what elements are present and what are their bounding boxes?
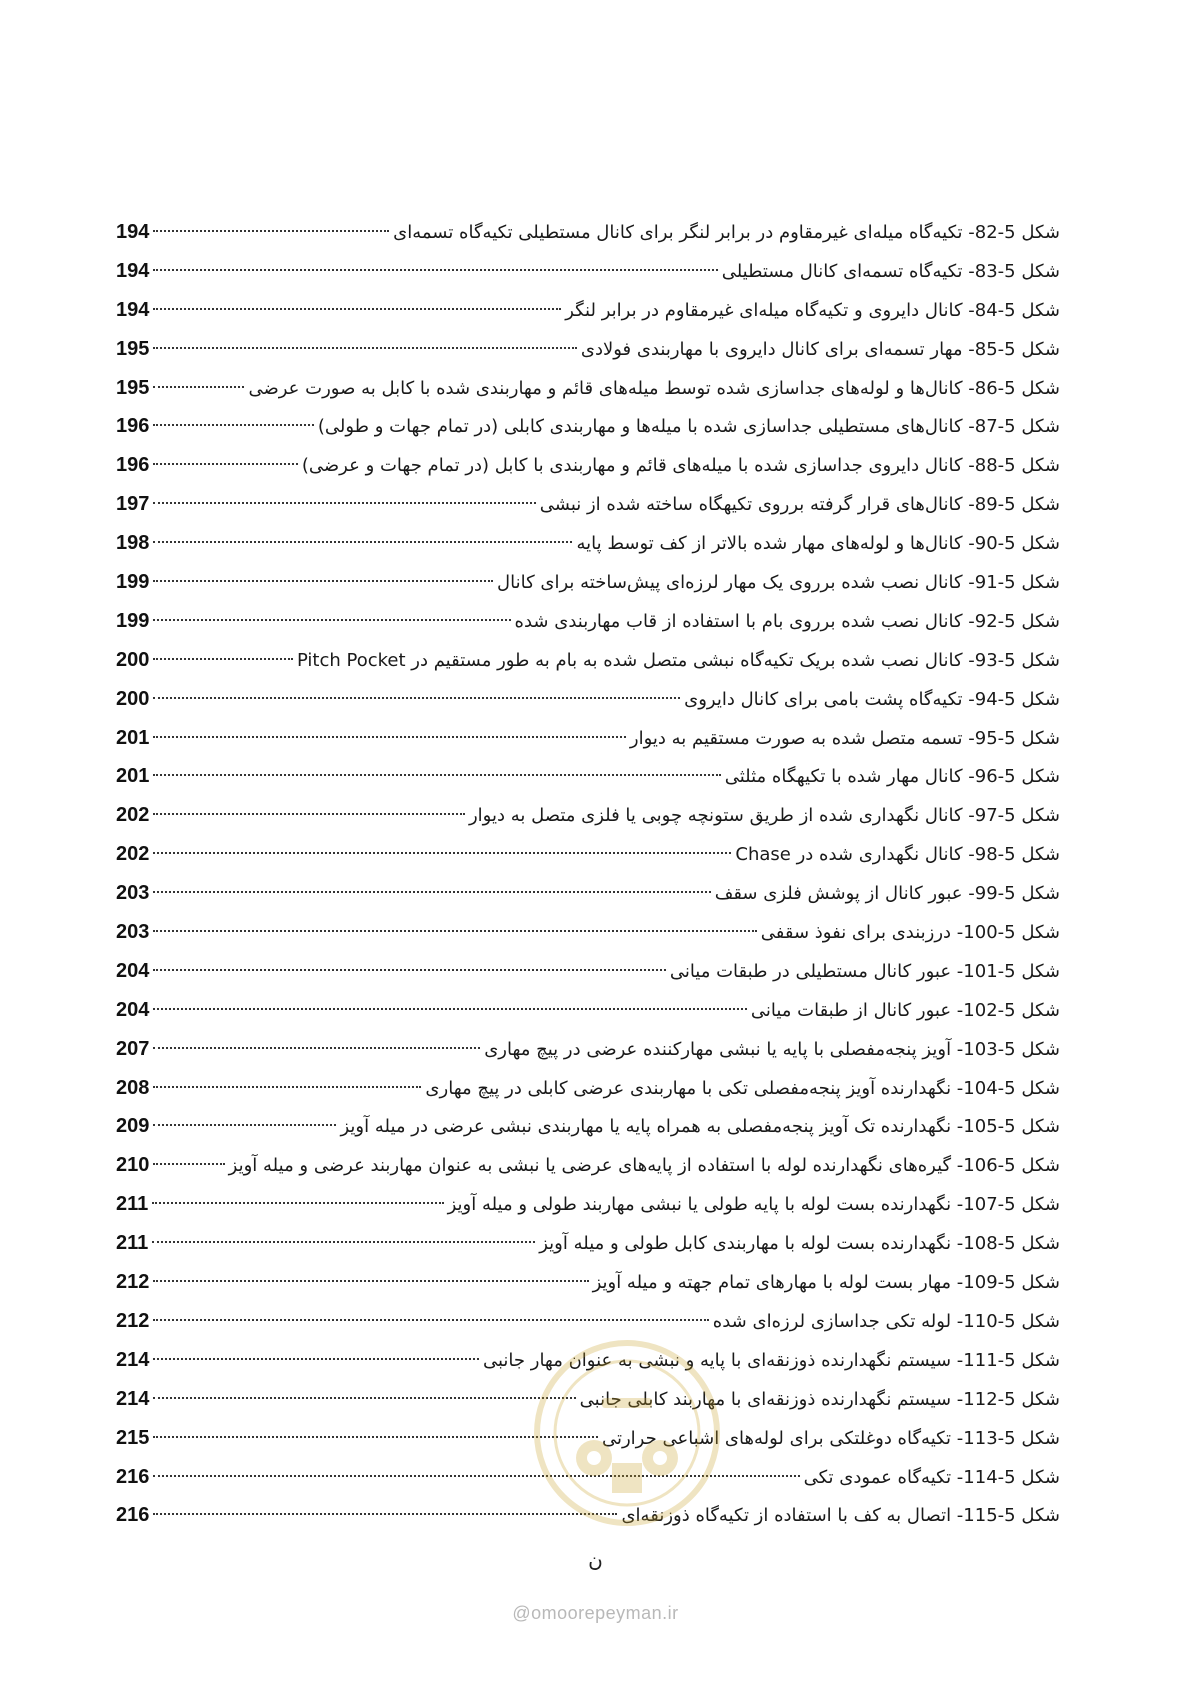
toc-entry[interactable] [116,1069,1060,1108]
toc-entry[interactable] [116,1302,1060,1341]
toc-entry-label: شکل 5-103- آویز پنجه‌مفصلی با پایه یا نبشی مهارکننده عرضی در پیچ مهاری [484,1038,1060,1060]
toc-leader-dots [153,891,710,893]
toc-entry[interactable] [116,757,1060,796]
toc-leader-dots [153,969,665,971]
toc-leader-dots [153,619,510,621]
toc-entry-page: 208 [116,1076,150,1099]
toc-entry-label: شکل 5-100- درزبندی برای نفوذ سقفی [760,922,1060,944]
page-number: ن [588,1548,603,1572]
toc-leader-dots [153,347,577,349]
toc-entry-label: شکل 5-96- کانال مهار شده با تکیهگاه مثلثی [724,766,1060,788]
toc-entry-page: 196 [116,415,150,438]
toc-entry-page: 197 [116,493,150,516]
toc-entry[interactable] [116,1146,1060,1185]
toc-entry-label: شکل 5-87- کانال‌های مستطیلی جداسازی شده با میله‌ها و مهاربندی کابلی (در تمام جهات و طولی) [317,416,1060,438]
toc-entry-page: 209 [116,1115,150,1138]
toc-entry-page: 207 [116,1037,150,1060]
toc-leader-dots [153,1397,575,1399]
toc-entry[interactable] [116,1263,1060,1302]
toc-entry[interactable] [116,719,1060,758]
toc-entry[interactable] [116,991,1060,1030]
toc-entry-label: شکل 5-95- تسمه متصل شده به صورت مستقیم به دیوار [629,727,1060,749]
toc-entry[interactable] [116,524,1060,563]
toc-entry-label: شکل 5-82- تکیه‌گاه میله‌ای غیرمقاوم در برابر لنگر برای کانال مستطیلی تکیه‌گاه تسمه‌ای [393,222,1060,243]
toc-leader-dots [153,1047,480,1049]
toc-entry-page: 211 [116,1193,149,1216]
toc-entry-page: 196 [116,454,150,477]
toc-leader-dots [153,386,244,388]
toc-entry-label: شکل 5-90- کانال‌ها و لوله‌های مهار شده بالاتر از کف توسط پایه [576,533,1060,555]
toc-leader-dots [153,1124,336,1126]
toc-entry-page: 212 [116,1271,150,1294]
toc-entry-label: شکل 5-102- عبور کانال از طبقات میانی [750,999,1060,1021]
toc-entry-label: شکل 5-101- عبور کانال مستطیلی در طبقات میانی [669,960,1060,982]
toc-leader-dots [153,424,313,426]
toc-entry-page: 214 [116,1387,150,1410]
toc-entry[interactable] [116,913,1060,952]
toc-entry-label: شکل 5-110- لوله تکی جداسازی لرزه‌ای شده [712,1310,1060,1332]
toc-leader-dots [153,774,720,776]
toc-entry-label: شکل 5-104- نگهدارنده آویز پنجه‌مفصلی تکی با مهاربندی عرضی کابلی در پیچ مهاری [425,1077,1060,1099]
toc-entry[interactable] [116,563,1060,602]
toc-leader-dots [152,1202,443,1204]
toc-entry-page: 215 [116,1426,150,1449]
toc-leader-dots [153,658,293,660]
toc-entry[interactable] [116,1380,1060,1419]
toc-leader-dots [153,697,680,699]
toc-entry[interactable] [116,1419,1060,1458]
toc-entry-page: 195 [116,337,150,360]
toc-entry-label: شکل 5-84- کانال دایروی و تکیه‌گاه میله‌ای غیرمقاوم در برابر لنگر [565,299,1060,321]
toc-entry-label: شکل 5-108- نگهدارنده بست لوله با مهاربندی کابل طولی و میله آویز [539,1233,1060,1255]
toc-entry-label: شکل 5-107- نگهدارنده بست لوله با پایه طولی یا نبشی مهاربند طولی و میله آویز [447,1194,1060,1216]
toc-leader-dots [153,269,717,271]
toc-entry-label: شکل 5-97- کانال نگهداری شده از طریق ستونچه چوبی یا فلزی متصل به دیوار [468,805,1060,827]
toc-entry[interactable] [116,446,1060,485]
toc-entry-page: 200 [116,648,150,671]
toc-leader-dots [152,1241,535,1243]
watermark-url: @omoorepeyman.ir [512,1603,679,1623]
toc-entry-page: 203 [116,882,150,905]
toc-entry-page: 201 [116,765,150,788]
toc-leader-dots [153,736,626,738]
toc-leader-dots [153,1475,799,1477]
toc-entry-label: شکل 5-85- مهار تسمه‌ای برای کانال دایروی با مهاربندی فولادی [580,338,1060,360]
toc-entry-page: 199 [116,609,150,632]
toc-entry-label: شکل 5-89- کانال‌های قرار گرفته برروی تکیهگاه ساخته شده از نبشی [539,494,1060,516]
toc-entry[interactable] [116,1107,1060,1146]
toc-leader-dots [153,930,756,932]
toc-entry[interactable] [116,835,1060,874]
toc-entry-label: شکل 5-83- تکیه‌گاه تسمه‌ای کانال مستطیلی [721,260,1060,282]
toc-entry-page: 210 [116,1154,150,1177]
toc-entry-page: 204 [116,998,150,1021]
toc-entry[interactable] [116,291,1060,330]
toc-leader-dots [153,1163,224,1165]
toc-entry-label: شکل 5-93- کانال نصب شده بریک تکیه‌گاه نبشی متصل شده به بام به طور مستقیم در Pitch Pocket [296,649,1060,671]
toc-entry-page: 211 [116,1232,149,1255]
toc-leader-dots [153,580,493,582]
toc-entry[interactable] [116,1030,1060,1069]
toc-entry-page: 212 [116,1309,150,1332]
toc-entry-page: 216 [116,1465,150,1488]
toc-entry-label: شکل 5-88- کانال دایروی جداسازی شده با میله‌های قائم و مهاربندی با کابل (در تمام جهات و عرضی) [301,455,1060,477]
toc-entry-page: 202 [116,843,150,866]
toc-entry[interactable] [116,485,1060,524]
toc-entry[interactable] [116,1341,1060,1380]
toc-entry-page: 195 [116,376,150,399]
toc-entry-page: 200 [116,687,150,710]
toc-entry[interactable] [116,874,1060,913]
toc-entry-label: شکل 5-91- کانال نصب شده برروی یک مهار لرزه‌ای پیش‌ساخته برای کانال [497,572,1060,594]
toc-entry-label: شکل 5-98- کانال نگهداری شده در Chase [735,844,1060,866]
toc-entry-label: شکل 5-113- تکیه‌گاه دوغلتکی برای لوله‌های اشباعی حرارتی [601,1427,1060,1449]
toc-entry[interactable] [116,252,1060,291]
toc-entry[interactable] [116,1224,1060,1263]
toc-leader-dots [153,1086,421,1088]
toc-leader-dots [153,230,389,232]
toc-entry[interactable] [116,1458,1060,1497]
toc-entry-page: 201 [116,726,150,749]
toc-leader-dots [153,852,731,854]
toc-leader-dots [153,1319,708,1321]
toc-leader-dots [153,308,561,310]
toc-entry-label: شکل 5-114- تکیه‌گاه عمودی تکی [803,1466,1060,1488]
toc-entry-page: 203 [116,921,150,944]
toc-leader-dots [153,463,297,465]
toc-entry-page: 194 [116,259,150,282]
toc-entry-label: شکل 5-112- سیستم نگهدارنده ذوزنقه‌ای با مهاربند کابلی جانبی [579,1388,1060,1410]
toc-leader-dots [153,1436,598,1438]
toc-entry[interactable] [116,796,1060,835]
toc-entry-label: شکل 5-111- سیستم نگهدارنده ذوزنقه‌ای با پایه و نبشی به عنوان مهار جانبی [482,1349,1060,1371]
toc-leader-dots [153,1513,617,1515]
toc-entry[interactable] [116,1185,1060,1224]
toc-entry-label: شکل 5-115- اتصال به کف با استفاده از تکیه‌گاه ذوزنقه‌ای [621,1505,1060,1527]
toc-entry-label: شکل 5-94- تکیه‌گاه پشت بامی برای کانال دایروی [684,688,1060,710]
toc-leader-dots [153,1008,746,1010]
toc-entry[interactable] [116,369,1060,408]
toc-entry-page: 214 [116,1348,150,1371]
toc-leader-dots [153,1358,479,1360]
toc-leader-dots [153,813,465,815]
toc-entry[interactable] [116,602,1060,641]
toc-entry-label: شکل 5-99- عبور کانال از پوشش فلزی سقف [714,883,1060,905]
toc-entry-label: شکل 5-92- کانال نصب شده برروی بام با استفاده از قاب مهاربندی شده [514,610,1060,632]
toc-entry[interactable] [116,330,1060,369]
toc-entry[interactable] [116,407,1060,446]
toc-entry-page: 216 [116,1504,150,1527]
toc-entry-page: 199 [116,571,150,594]
toc-entry-page: 194 [116,221,150,243]
toc-entry[interactable] [116,1496,1060,1535]
toc-entry[interactable] [116,641,1060,680]
toc-entry[interactable] [116,213,1060,252]
toc-entry[interactable] [116,680,1060,719]
toc-leader-dots [153,541,572,543]
toc-leader-dots [153,1280,588,1282]
toc-entry-page: 202 [116,804,150,827]
toc-entry-label: شکل 5-105- نگهدارنده تک آویز پنجه‌مفصلی به همراه پایه یا مهاربندی نبشی عرضی در میله آویز [340,1116,1060,1138]
toc-entry-label: شکل 5-109- مهار بست لوله با مهارهای تمام جهته و میله آویز [592,1272,1060,1294]
list-of-figures [116,213,1060,1535]
toc-entry-label: شکل 5-106- گیره‌های نگهدارنده لوله با استفاده از پایه‌های عرضی یا نبشی به عنوان مهاربند عرضی و میله آویز [228,1155,1060,1177]
toc-leader-dots [153,502,535,504]
toc-entry[interactable] [116,952,1060,991]
toc-entry-label: شکل 5-86- کانال‌ها و لوله‌های جداسازی شده توسط میله‌های قائم و مهاربندی شده با کابل به صورت عرضی [248,377,1060,399]
toc-entry-page: 204 [116,959,150,982]
toc-entry-page: 194 [116,298,150,321]
toc-entry-page: 198 [116,532,150,555]
